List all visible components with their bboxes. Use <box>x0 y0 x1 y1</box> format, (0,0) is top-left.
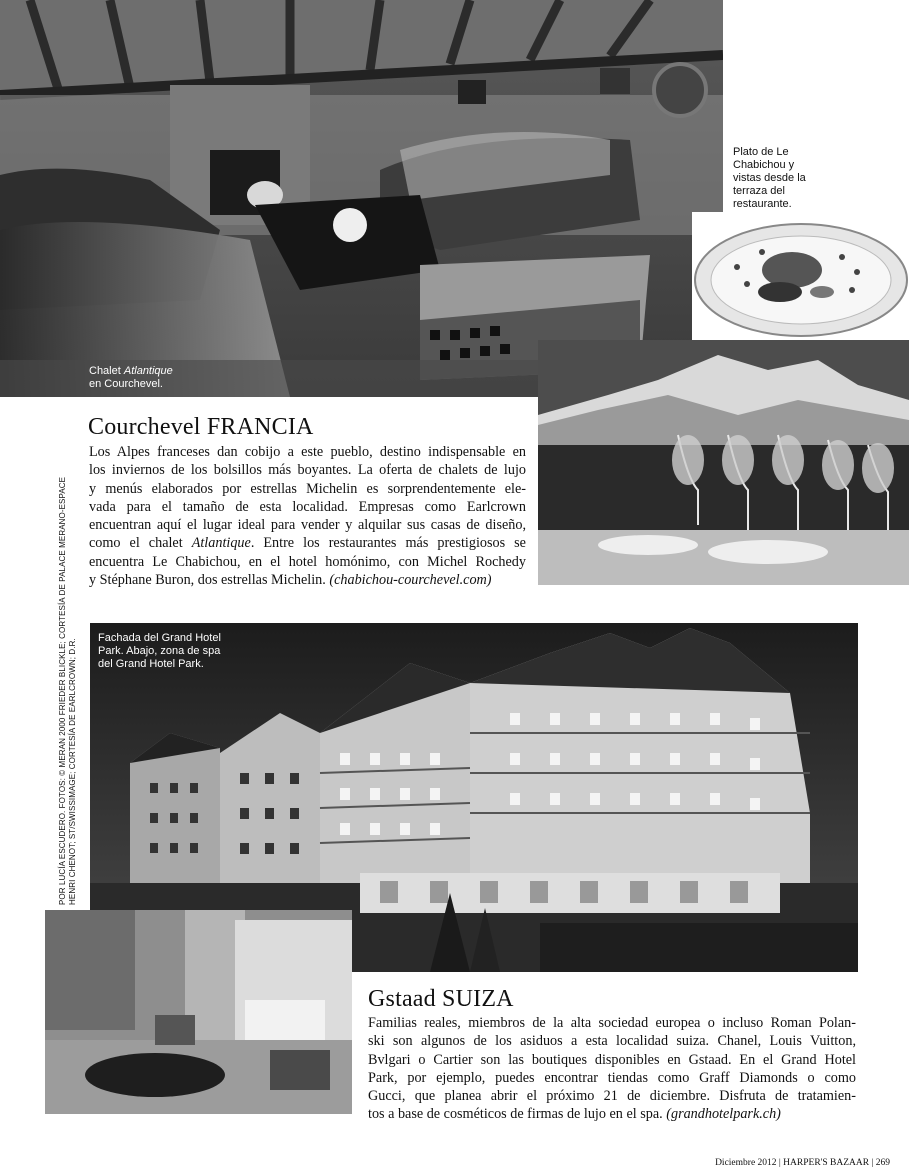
courchevel-heading: Courchevel FRANCIA <box>88 414 314 440</box>
plato-caption-line: restaurante. <box>733 198 792 210</box>
body-line: Gucci, que planea abrir el próximo 21 de diciembre. Disfruta de tratamien- <box>368 1088 856 1105</box>
body-line: Park, por ejemplo, puedes encontrar tiendas como Graff Diamonds o como <box>368 1069 856 1086</box>
photo-credit <box>58 477 78 905</box>
body-line <box>368 1105 856 1123</box>
page-footer: Diciembre 2012 | HARPER'S BAZAAR | 269 <box>715 1158 890 1168</box>
photo-credit-line: POR LUCÍA ESCUDERO. FOTOS: © MERAN 2000 FRIEDER BLICKLE; CORTESÍA DE PALACE MERANO-ESPACE <box>58 476 67 905</box>
plato-caption <box>733 146 806 211</box>
spa-photo <box>45 910 352 1114</box>
plato-caption-line: terraza del <box>733 185 785 197</box>
body-line: los inviernos de los bolsillos más boyantes. La oferta de chalets de lujo <box>89 462 526 479</box>
plato-caption-line: vistas desde la <box>733 172 806 184</box>
body-line: ski son algunos de los asiduos a esta localidad suiza. Chanel, Louis Vuitton, <box>368 1033 856 1050</box>
chalet-caption <box>89 365 173 391</box>
photo-credit-line: HENRI CHENOT; ST/SWISSIMAGE; CORTESÍA DE EARLCROWN; D.R. <box>68 638 77 905</box>
body-text-run: tos a base de cosméticos de firmas de lujo en el spa. <box>368 1106 667 1123</box>
fachada-caption <box>98 632 221 671</box>
chalet-name: Atlantique <box>191 535 251 552</box>
fachada-caption-line: del Grand Hotel Park. <box>98 658 204 670</box>
body-line <box>89 534 526 552</box>
body-text-run: y Stéphane Buron, dos estrellas Michelin. <box>89 572 330 589</box>
grandhotelpark-url: (grandhotelpark.ch) <box>666 1106 781 1123</box>
body-line: Familias reales, miembros de la alta sociedad europea o incluso Roman Polan- <box>368 1015 856 1031</box>
body-line: Bvlgari o Cartier son las boutiques disponibles en Gstaad. En el Grand Hotel <box>368 1051 856 1068</box>
terrace-photo <box>538 340 909 585</box>
gstaad-body <box>368 1014 856 1124</box>
body-text-run: . Entre los restaurantes más prestigiosos se <box>250 535 526 552</box>
plato-caption-line: Plato de Le <box>733 146 789 158</box>
courchevel-body <box>89 443 526 589</box>
chalet-caption-name: Atlantique <box>123 365 173 377</box>
fachada-caption-line: Park. Abajo, zona de spa <box>98 645 221 657</box>
chalet-caption-line: en Courchevel. <box>89 378 163 390</box>
chalet-caption-word: Chalet <box>89 365 124 377</box>
body-line: Los Alpes franceses dan cobijo a este pueblo, destino indispensable en <box>89 444 526 460</box>
body-line: y menús elaborados por estrellas Michelin es sorprendentemente ele- <box>89 480 526 497</box>
body-line: encuentran aquí el lugar ideal para vender y alquilar sus casas de diseño, <box>89 517 526 534</box>
chabichou-url: (chabichou-courchevel.com) <box>329 572 492 589</box>
fachada-caption-line: Fachada del Grand Hotel <box>98 632 221 644</box>
body-line <box>89 571 526 589</box>
body-line: vada para el tamaño de esta localidad. Empresas como Earlcrown <box>89 498 526 515</box>
gstaad-heading: Gstaad SUIZA <box>368 986 514 1012</box>
body-text-run: como el chalet <box>89 535 192 552</box>
plate-photo <box>692 212 910 340</box>
chalet-interior-photo <box>0 0 723 397</box>
body-line: encuentra Le Chabichou, en el hotel homónimo, con Michel Rochedy <box>89 553 526 570</box>
plato-caption-line: Chabichou y <box>733 159 795 171</box>
